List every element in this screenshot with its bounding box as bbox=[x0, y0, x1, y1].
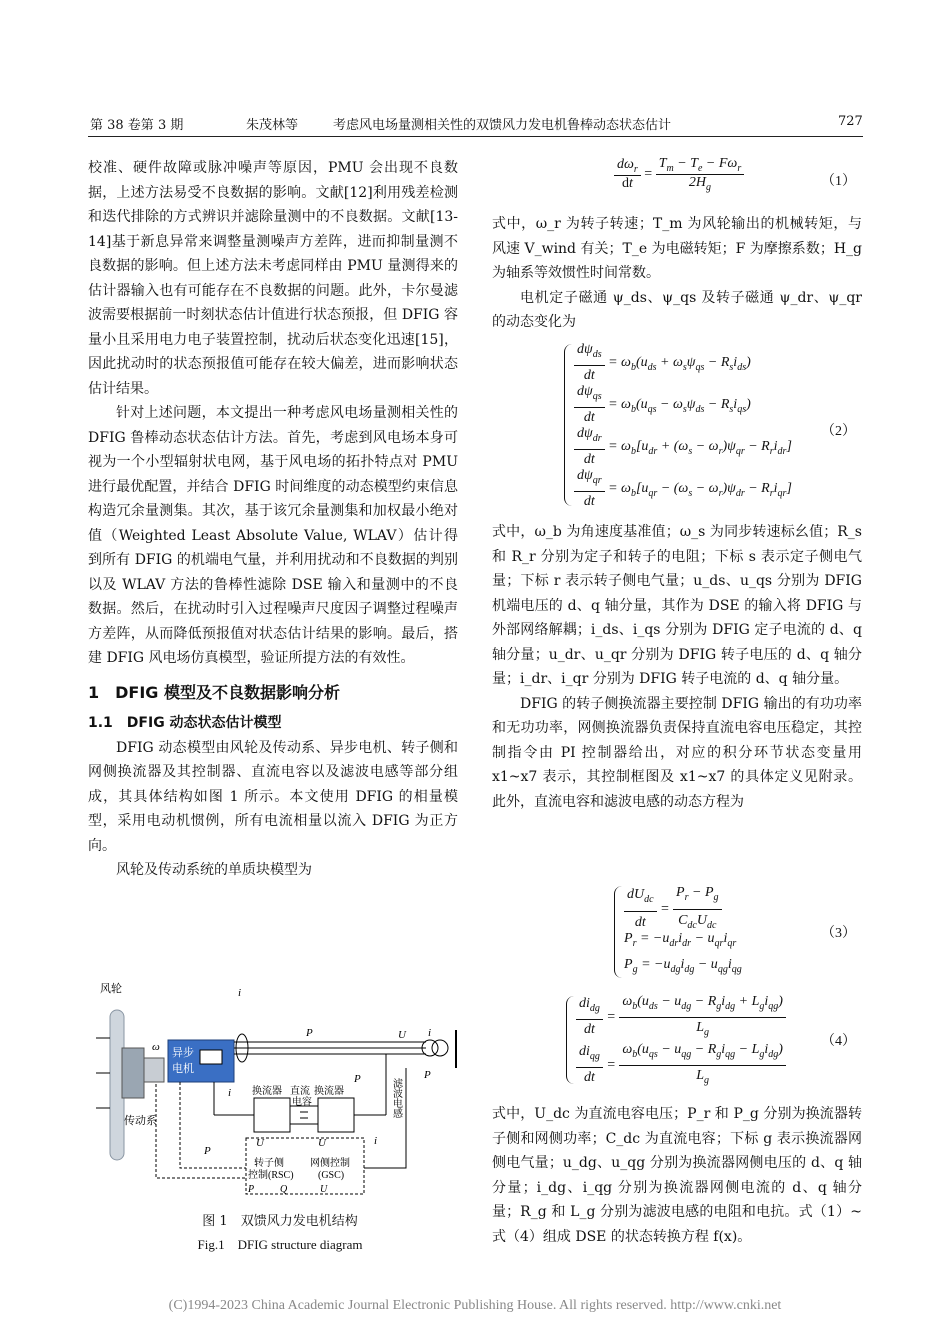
measurement-path bbox=[156, 1084, 246, 1178]
running-header-issue: 第 38 卷第 3 期 bbox=[90, 118, 184, 133]
equation-4: $\frac{di_{dg}}{dt}$ = $\frac{\omega_b(u_{ds} - u_{dg} - R_gi_{dg} + L_gi_{qg})}{L_g}$ $\frac{di_{qg}}{dt}$ = $\frac{\omega_b(u_{qs} - u_{qg} - R_gi_{qg} - L_gi_{dg})}{L_g}$ （4） bbox=[492, 992, 862, 1090]
paragraph-2: 针对上述问题，本文提出一种考虑风电场量测相关性的 DFIG 鲁棒动态状态估计方法。首先，考虑到风电场本身可视为一个小型辐射状电网，基于风电场的拓扑特点对 PMU 进行最优配置，并结合 DFIG 时间维度的动态模型约束信息构造冗余量测集。其次，基于该冗余量测集和加权最小绝对值（Weighted Least Absolute Value, WLAV）估计得到所有 DFIG 的机端电气量，并利用扰动和不良数据的判别以及 WLAV 方法的鲁棒性滤除 DSE 输入和量测中的不良数据。然后，在扰动时引入过程噪声尺度因子调整过程噪声方差阵，从而降低预报值对状态估计结果的影响。最后，搭建 DFIG 风电场仿真模型，验证所提方法的有效性。 bbox=[88, 405, 458, 666]
wind-rotor-label: 风轮 bbox=[100, 983, 122, 995]
generator-winding bbox=[200, 1050, 222, 1064]
capacitor-label: 电容 bbox=[292, 1097, 312, 1108]
ir-label: i bbox=[228, 1087, 232, 1099]
right-column-part-1 bbox=[492, 212, 862, 335]
figure-caption-en: Fig.1 DFIG structure diagram bbox=[197, 1237, 363, 1252]
rotor-side-converter bbox=[254, 1098, 290, 1132]
equation-1-number: （1） bbox=[821, 174, 856, 189]
header-rule bbox=[88, 136, 863, 137]
section-1-heading: 1 DFIG 模型及不良数据影响分析 bbox=[88, 682, 341, 702]
equation-4-brace bbox=[566, 996, 575, 1084]
drive-train-label: 传动系 bbox=[124, 1115, 157, 1127]
pref-label: P bbox=[248, 1184, 255, 1195]
paragraph-4: 风轮及传动系统的单质块模型为 bbox=[116, 862, 312, 878]
ig-label: i bbox=[374, 1135, 378, 1147]
wind-hub bbox=[122, 1048, 144, 1098]
equation-1: $\frac{d\omega_r}{dt}$ = $\frac{T_m - T_e - F\omega_r}{2H_g}$ （1） bbox=[492, 156, 862, 204]
figure-caption-cn: 图 1 双馈风力发电机结构 bbox=[202, 1214, 358, 1229]
paragraph-6: 电机定子磁通 ψ_ds、ψ_qs 及转子磁通 ψ_dr、ψ_qr 的动态变化为 bbox=[492, 289, 862, 330]
equation-3-number: （3） bbox=[821, 926, 856, 941]
equation-2-brace bbox=[564, 344, 573, 506]
udcref-label: U bbox=[320, 1184, 328, 1195]
left-column bbox=[88, 156, 458, 883]
converter-label: 换流器 bbox=[252, 1086, 282, 1097]
section-1-1-heading: 1.1 DFIG 动态状态估计模型 bbox=[88, 715, 282, 731]
omega-r-label: ω bbox=[152, 1041, 160, 1053]
qref-label: Q bbox=[280, 1184, 288, 1195]
filter-inductor-label: 滤波电感 bbox=[390, 1078, 402, 1118]
paragraph-1: 校准、硬件故障或脉冲噪声等原因，PMU 会出现不良数据，上述方法易受不良数据的影响。文献[12]利用残差检测和迭代排除的方式辨识并滤除量测中的不良数据。文献[13-14]基于新息异常来调整量测噪声方差阵，进而抑制量测不良数据的影响。但上述方法未考虑同样由 PMU 量测得来的估计器输入也有可能存在不良数据的问题。此外，卡尔曼滤波需要根据前一时刻状态估计值进行状态预报，但 DFIG 容量小且采用电力电子装置控制，扰动后状态变化迅速[15]，因此扰动时的状态预报值可能存在较大偏差，进而影响状态估计结果。 bbox=[88, 160, 458, 397]
running-header-title: 考虑风电场量测相关性的双馈风力发电机鲁棒动态状态估计 bbox=[333, 118, 672, 133]
converter2-label: 换流器 bbox=[314, 1086, 344, 1097]
udc-label: U bbox=[318, 1137, 326, 1149]
paragraph-5: 式中，ω_r 为转子转速；T_m 为风轮输出的机械转矩，与风速 V_wind 有关；T_e 为电磁转矩；F 为摩擦系数；H_g 为轴系等效惯性时间常数。 bbox=[492, 216, 862, 281]
right-column-part-2 bbox=[492, 520, 862, 814]
gsc-label-2: (GSC) bbox=[318, 1170, 345, 1181]
running-header-authors: 朱茂林等 bbox=[246, 118, 299, 133]
equation-2-number: （2） bbox=[821, 424, 856, 439]
transformer-coil bbox=[432, 1040, 448, 1056]
generator-label-2: 电机 bbox=[172, 1063, 194, 1075]
dc-label: 直流 bbox=[290, 1086, 310, 1097]
measurement-path bbox=[180, 1082, 246, 1168]
paragraph-8: DFIG 的转子侧换流器主要控制 DFIG 输出的有功功率和无功功率，网侧换流器负责保持直流电容电压稳定，其控制指令由 PI 控制器给出，对应的积分环节状态变量用 x1~x7 表示，其控制框图及 x1~x7 的具体定义见附录。此外，直流电容和滤波电感的动态方程为 bbox=[492, 695, 862, 810]
is-label: i bbox=[238, 987, 242, 999]
pg-label: P bbox=[354, 1073, 361, 1085]
us-label: U bbox=[398, 1029, 406, 1041]
equation-4-number: （4） bbox=[821, 1034, 856, 1049]
ur-label: U bbox=[256, 1137, 264, 1149]
dfig-structure-figure bbox=[96, 978, 466, 1204]
right-column-part-3 bbox=[492, 1102, 862, 1249]
paragraph-9: 式中，U_dc 为直流电容电压；P_r 和 P_g 分别为换流器转子侧和网侧功率；C_dc 为直流电容；下标 g 表示换流器网侧电气量；u_dg、u_qg 分别为换流器网侧电压的 d、q 轴分量；i_dg、i_qg 分别为换流器网侧电流的 d、q 轴分量；R_g 和 L_g 分别为滤波电感的电阻和电抗。式（1）~式（4）组成 DSE 的状态转换方程 f(x)。 bbox=[492, 1106, 862, 1245]
gsc-label-1: 网侧控制 bbox=[310, 1158, 350, 1169]
equation-3: $\frac{dU_{dc}}{dt}$ = $\frac{P_r - P_g}{C_{dc}U_{dc}}$ $P_r = -u_{dr}i_{dr} - u_{qr}i_{qr}$ $P_g = -u_{dg}i_{dg} - u_{qg}i_{qg}$ （3） bbox=[492, 882, 862, 982]
paragraph-3: DFIG 动态模型由风轮及传动系、异步电机、转子侧和网侧换流器及其控制器、直流电容以及滤波电感等部分组成，其具体结构如图 1 所示。本文使用 DFIG 的相量模型，采用电动机惯例，所有电流相量以流入 DFIG 为正方向。 bbox=[88, 739, 458, 854]
pt-label: P bbox=[424, 1069, 431, 1081]
rsc-label-1: 转子侧 bbox=[254, 1158, 284, 1169]
equation-3-brace bbox=[614, 886, 623, 978]
grid-side-converter bbox=[318, 1098, 354, 1132]
pr-label: P bbox=[204, 1145, 211, 1157]
rsc-label-2: 控制(RSC) bbox=[248, 1170, 294, 1181]
copyright-footer: (C)1994-2023 China Academic Journal Electronic Publishing House. All rights reserved. http://www.cnki.net bbox=[168, 1298, 782, 1313]
ps-label: P bbox=[306, 1027, 313, 1039]
it-label: i bbox=[428, 1027, 432, 1039]
paragraph-7: 式中，ω_b 为角速度基准值；ω_s 为同步转速标幺值；R_s 和 R_r 分别为定子和转子的电阻；下标 s 表示定子侧电气量；下标 r 表示转子侧电气量；u_ds、u_qs 分别为 DFIG 机端电压的 d、q 轴分量，其作为 DSE 的输入将 DFIG 与外部网络解耦；i_ds、i_qs 分别为 DFIG 定子电流的 d、q 轴分量；u_dr、u_qr 分别为 DFIG 转子电压的 d、q 轴分量；i_dr、i_qr 分别为 DFIG 转子电流的 d、q 轴分量。 bbox=[492, 524, 862, 687]
equation-2: $\frac{d\psi_{ds}}{dt}$ = $\omega_b(u_{ds} + \omega_s\psi_{qs} - R_si_{ds})$ $\frac{d\psi_{qs}}{dt}$ = $\omega_b(u_{qs} - \omega_s\psi_{ds} - R_si_{qs})$ $\frac{d\psi_{dr}}{dt}$ = $\omega_b[u_{dr} + (\omega_s - \omega_r)\psi_{qr} - R_ri_{dr}]$ $\frac{d\psi_{qr}}{dt}$ = $\omega_b[u_{qr} - (\omega_s - \omega_r)\psi_{dr} - R_ri_{qr}]$ （2） bbox=[492, 340, 862, 510]
generator-label-1: 异步 bbox=[172, 1047, 194, 1059]
page-number: 727 bbox=[838, 114, 863, 129]
drive-shaft bbox=[144, 1058, 164, 1082]
